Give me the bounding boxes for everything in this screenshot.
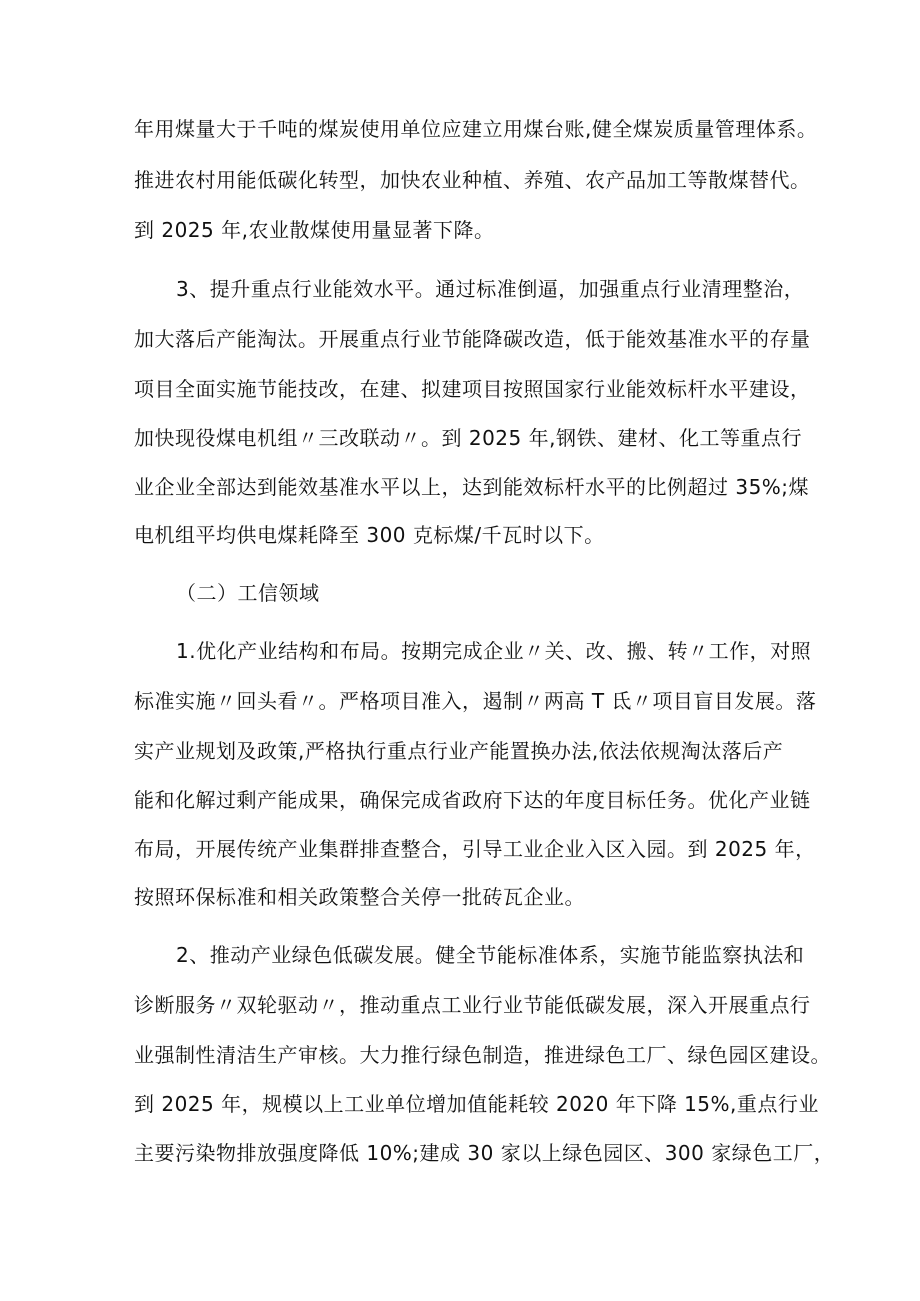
paragraph-4-line-5: 主要污染物排放强度降低 10%;建成 30 家以上绿色园区、300 家绿色工厂， xyxy=(134,1141,835,1165)
paragraph-4-line-2: 诊断服务〃双轮驱动〃，推动重点工业行业节能低碳发展，深入开展重点行 xyxy=(134,993,811,1017)
paragraph-4-line-1: 2、推动产业绿色低碳发展。健全节能标准体系，实施节能监察执法和 xyxy=(176,943,805,967)
paragraph-1-line-3: 到 2025 年,农业散煤使用量显著下降。 xyxy=(134,218,495,242)
paragraph-3-line-3: 实产业规划及政策,严格执行重点行业产能置换办法,依法依规淘汰落后产 xyxy=(134,739,784,763)
paragraph-3-line-5: 布局，开展传统产业集群排查整合，引导工业企业入区入园。到 2025 年， xyxy=(134,837,816,861)
paragraph-3-line-6: 按照环保标准和相关政策整合关停一批砖瓦企业。 xyxy=(134,885,585,909)
paragraph-4-line-3: 业强制性清洁生产审核。大力推行绿色制造，推进绿色工厂、绿色园区建设。 xyxy=(134,1043,831,1067)
paragraph-3-line-4: 能和化解过剩产能成果，确保完成省政府下达的年度目标任务。优化产业链 xyxy=(134,788,811,812)
paragraph-2-line-4: 加快现役煤电机组〃三改联动〃。到 2025 年,钢铁、建材、化工等重点行 xyxy=(134,426,802,450)
paragraph-2-line-1: 3、提升重点行业能效水平。通过标准倒逼，加强重点行业清理整治， xyxy=(176,277,805,301)
paragraph-1-line-2: 推进农村用能低碳化转型，加快农业种植、养殖、农产品加工等散煤替代。 xyxy=(134,168,811,192)
paragraph-2-line-5: 业企业全部达到能效基准水平以上，达到能效标杆水平的比例超过 35%;煤 xyxy=(134,475,810,499)
paragraph-1-line-1: 年用煤量大于千吨的煤炭使用单位应建立用煤台账,健全煤炭质量管理体系。 xyxy=(134,117,818,141)
paragraph-4-line-4: 到 2025 年，规模以上工业单位增加值能耗较 2020 年下降 15%,重点行业 xyxy=(134,1092,819,1116)
paragraph-2-line-3: 项目全面实施节能技改，在建、拟建项目按照国家行业能效标杆水平建设， xyxy=(134,377,811,401)
paragraph-3-line-1: 1.优化产业结构和布局。按期完成企业〃关、改、搬、转〃工作，对照 xyxy=(176,639,812,663)
section-heading: （二）工信领域 xyxy=(176,581,320,605)
paragraph-2-line-6: 电机组平均供电煤耗降至 300 克标煤/千瓦时以下。 xyxy=(134,523,605,547)
paragraph-2-line-2: 加大落后产能淘汰。开展重点行业节能降碳改造，低于能效基准水平的存量 xyxy=(134,327,811,351)
paragraph-3-line-2: 标准实施〃回头看〃。严格项目准入，遏制〃两高 T 氐〃项目盲目发展。落 xyxy=(134,689,817,713)
